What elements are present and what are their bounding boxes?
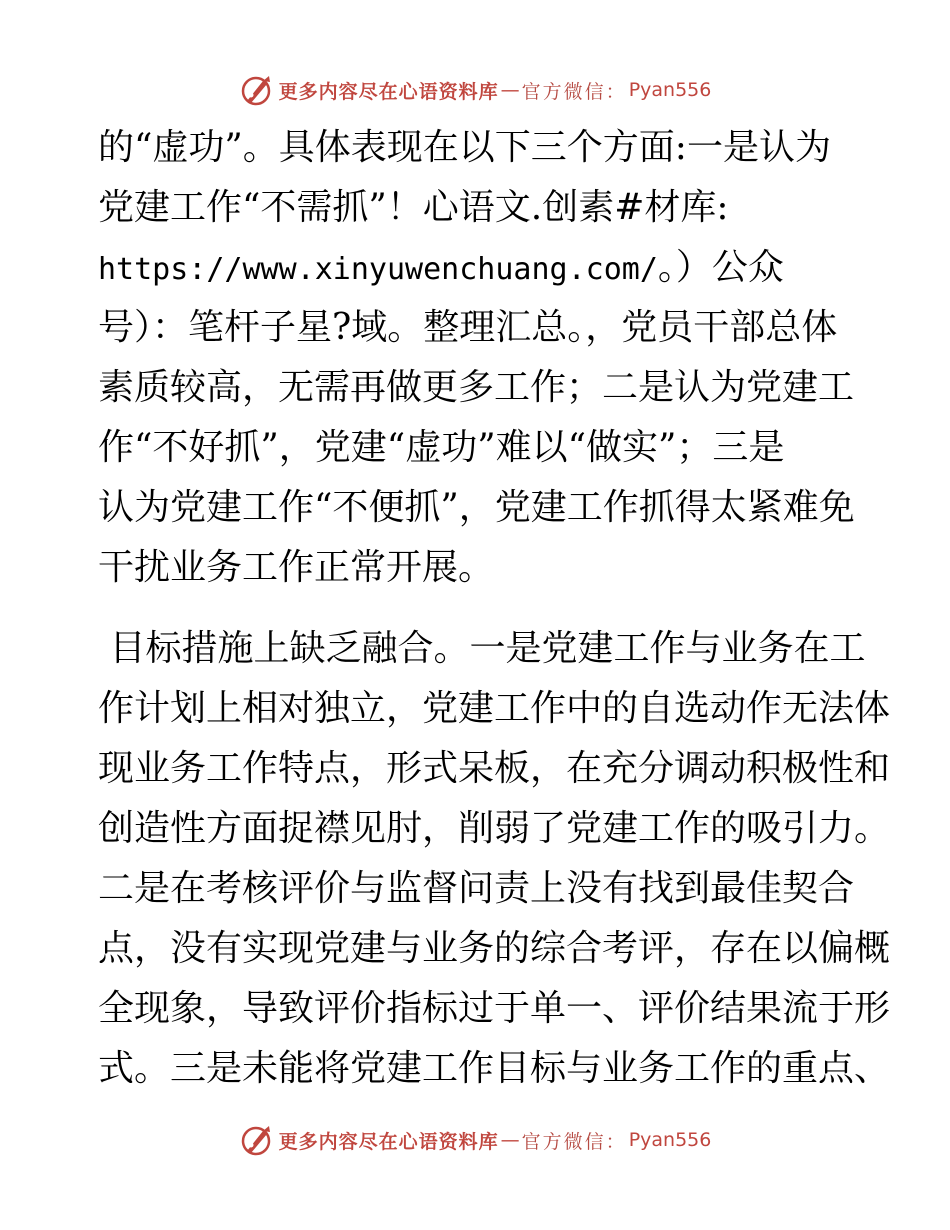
watermark-dash: — bbox=[500, 79, 520, 101]
paragraph-1-line-8: 干扰业务工作正常开展。 bbox=[98, 547, 495, 588]
watermark-wechat-label: 官方微信： bbox=[521, 80, 627, 103]
paragraph-1-line-5: 素质较高，无需再做更多工作；二是认为党建工 bbox=[98, 367, 855, 408]
document-body bbox=[98, 118, 891, 1099]
paragraph-2-line-4: 创造性方面捉襟见肘，削弱了党建工作的吸引力。 bbox=[98, 808, 891, 849]
paragraph-2 bbox=[98, 619, 891, 1099]
paragraph-2-line-6: 点，没有实现党建与业务的综合考评，存在以偏概 bbox=[98, 928, 891, 969]
paragraph-1-line-7: 认为党建工作“不便抓”，党建工作抓得太紧难免 bbox=[98, 487, 855, 528]
pen-logo-icon bbox=[239, 1123, 273, 1157]
watermark-dash: — bbox=[500, 1129, 520, 1151]
watermark-footer bbox=[0, 1120, 950, 1160]
watermark-header bbox=[0, 70, 950, 110]
paragraph-2-line-8: 式。三是未能将党建工作目标与业务工作的重点、 bbox=[98, 1048, 891, 1089]
watermark-account: Pyan556 bbox=[628, 1129, 712, 1151]
pen-logo-icon bbox=[239, 73, 273, 107]
paragraph-2-line-5: 二是在考核评价与监督问责上没有找到最佳契合 bbox=[98, 868, 855, 909]
paragraph-1-line-6: 作“不好抓”，党建“虚功”难以“做实”；三是 bbox=[98, 427, 785, 468]
paragraph-1 bbox=[98, 118, 858, 598]
watermark-wechat-label: 官方微信： bbox=[521, 1130, 627, 1153]
paragraph-1-line-2: 党建工作“不需抓”！心语文.创素#材库: bbox=[98, 187, 729, 228]
watermark-site-text: 更多内容尽在心语资料库 bbox=[278, 1130, 499, 1153]
paragraph-1-line-1: 的“虚功”。具体表现在以下三个方面:一是认为 bbox=[98, 127, 831, 168]
paragraph-1-line-3 bbox=[98, 238, 858, 298]
paragraph-1-line-3-tail: 。）公众 bbox=[657, 247, 784, 288]
source-url-text: https://www.xinyuwenchuang.com/ bbox=[98, 252, 658, 287]
paragraph-2-line-2: 作计划上相对独立，党建工作中的自选动作无法体 bbox=[98, 688, 891, 729]
watermark-site-text: 更多内容尽在心语资料库 bbox=[278, 80, 499, 103]
paragraph-2-line-1: 目标措施上缺乏融合。一是党建工作与业务在工 bbox=[98, 628, 866, 669]
watermark-account: Pyan556 bbox=[628, 79, 712, 101]
paragraph-1-line-4: 号）：笔杆子星?域。整理汇总。，党员干部总体 bbox=[98, 307, 838, 348]
paragraph-2-line-3: 现业务工作特点，形式呆板，在充分调动积极性和 bbox=[98, 748, 891, 789]
paragraph-2-line-7: 全现象，导致评价指标过于单一、评价结果流于形 bbox=[98, 988, 891, 1029]
paragraph-gap bbox=[98, 598, 858, 619]
